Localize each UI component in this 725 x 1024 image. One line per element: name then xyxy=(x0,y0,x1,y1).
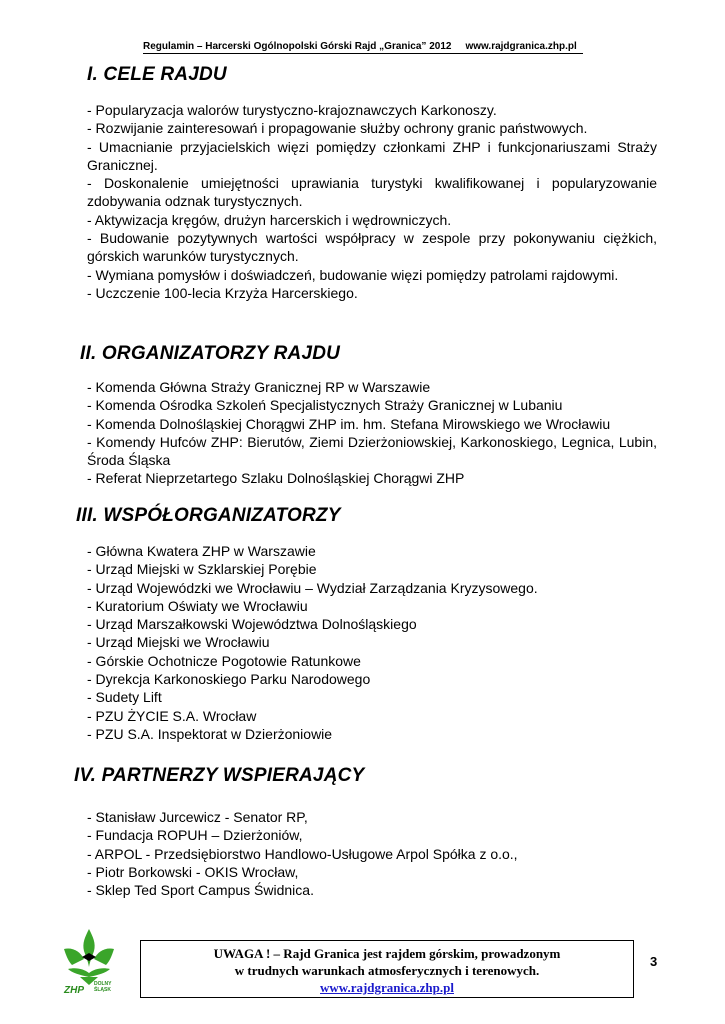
warning-box xyxy=(140,940,634,998)
list-item: - ARPOL - Przedsiębiorstwo Handlowo-Usługowe Arpol Spółka z o.o., xyxy=(87,845,518,862)
list-item: - Referat Nieprzetartego Szlaku Dolnośląskiej Chorągwi ZHP xyxy=(87,470,465,487)
list-item: - Stanisław Jurcewicz - Senator RP, xyxy=(87,809,308,825)
list-item: - Aktywizacja kręgów, drużyn harcerskich i wędrowniczych. xyxy=(87,211,452,228)
footer-link[interactable]: www.rajdgranica.zhp.pl xyxy=(320,980,454,995)
list-item: - Wymiana pomysłów i doświadczeń, budowanie więzi pomiędzy patrolami rajdowymi. xyxy=(87,266,619,283)
section-list-organizatorzy xyxy=(87,378,657,488)
logo-subtext: DOLNY ŚLĄSK xyxy=(94,981,112,993)
list-item: - Uczczenie 100-lecia Krzyża Harcerskiego. xyxy=(87,284,358,301)
section-title-wspolorganizatorzy: III. WSPÓŁORGANIZATORZY xyxy=(76,505,341,526)
list-item: - Budowanie pozytywnych wartości współpracy w zespole przy pokonywaniu ciężkich, górskich warunków turystycznych. xyxy=(87,230,657,265)
section-list-wspolorganizatorzy xyxy=(87,542,657,743)
list-item: - Piotr Borkowski - OKIS Wrocław, xyxy=(87,863,299,880)
section-title-partnerzy: IV. PARTNERZY WSPIERAJĄCY xyxy=(74,765,365,786)
list-item: - Urząd Miejski w Szklarskiej Porębie xyxy=(87,561,317,578)
list-item: - Rozwijanie zainteresowań i propagowanie służby ochrony granic państwowych. xyxy=(87,120,588,137)
warning-line-2: w trudnych warunkach atmosferycznych i terenowych. xyxy=(234,963,540,978)
list-item: - PZU S.A. Inspektorat w Dzierżoniowie xyxy=(87,725,333,742)
list-item: - Komenda Dolnośląskiej Chorągwi ZHP im. hm. Stefana Mirowskiego we Wrocławiu xyxy=(87,415,611,432)
header-site[interactable]: www.rajdgranica.zhp.pl xyxy=(465,41,577,52)
section-title-cele: I. CELE RAJDU xyxy=(87,64,227,85)
section-list-cele xyxy=(87,101,657,302)
list-item: - Urząd Marszałkowski Województwa Dolnośląskiego xyxy=(87,616,417,633)
section-list-partnerzy xyxy=(87,808,657,899)
section-title-organizatorzy: II. ORGANIZATORZY RAJDU xyxy=(80,343,341,364)
list-item: - Komenda Ośrodka Szkoleń Specjalistycznych Straży Granicznej w Lubaniu xyxy=(87,397,563,414)
list-item: - Fundacja ROPUH – Dzierżoniów, xyxy=(87,827,303,844)
list-item: - PZU ŻYCIE S.A. Wrocław xyxy=(87,707,257,724)
logo-text: ZHP xyxy=(64,985,84,996)
list-item: - Urząd Miejski we Wrocławiu xyxy=(87,634,270,651)
list-item: - Kuratorium Oświaty we Wrocławiu xyxy=(87,597,308,614)
zhp-lily-logo-icon xyxy=(58,927,120,989)
list-item: - Komendy Hufców ZHP: Bierutów, Ziemi Dzierżoniowskiej, Karkonoskiego, Legnica, Lubin, Środa Śląska xyxy=(87,433,657,469)
page-number: 3 xyxy=(650,954,658,969)
list-item: - Urząd Wojewódzki we Wrocławiu – Wydział Zarządzania Kryzysowego. xyxy=(87,579,538,596)
list-item: - Sudety Lift xyxy=(87,689,162,706)
header-title: Regulamin – Harcerski Ogólnopolski Górski Rajd „Granica” 2012 xyxy=(143,41,452,52)
list-item: - Główna Kwatera ZHP w Warszawie xyxy=(87,543,316,559)
list-item: - Popularyzacja walorów turystyczno-krajoznawczych Karkonoszy. xyxy=(87,102,497,118)
list-item: - Górskie Ochotnicze Pogotowie Ratunkowe xyxy=(87,652,361,669)
list-item: - Komenda Główna Straży Granicznej RP w Warszawie xyxy=(87,379,431,395)
list-item: - Sklep Ted Sport Campus Świdnica. xyxy=(87,882,314,899)
list-item: - Dyrekcja Karkonoskiego Parku Narodowego xyxy=(87,671,371,688)
list-item: - Umacnianie przyjacielskich więzi pomiędzy członkami ZHP i funkcjonariuszami Straży Granicznej. xyxy=(87,138,657,173)
page-header xyxy=(143,41,583,54)
warning-line-1: UWAGA ! – Rajd Granica jest rajdem górskim, prowadzonym xyxy=(213,946,561,961)
list-item: - Doskonalenie umiejętności uprawiania turystyki kwalifikowanej i popularyzowanie zdobywania odznak turystycznych. xyxy=(87,175,657,210)
